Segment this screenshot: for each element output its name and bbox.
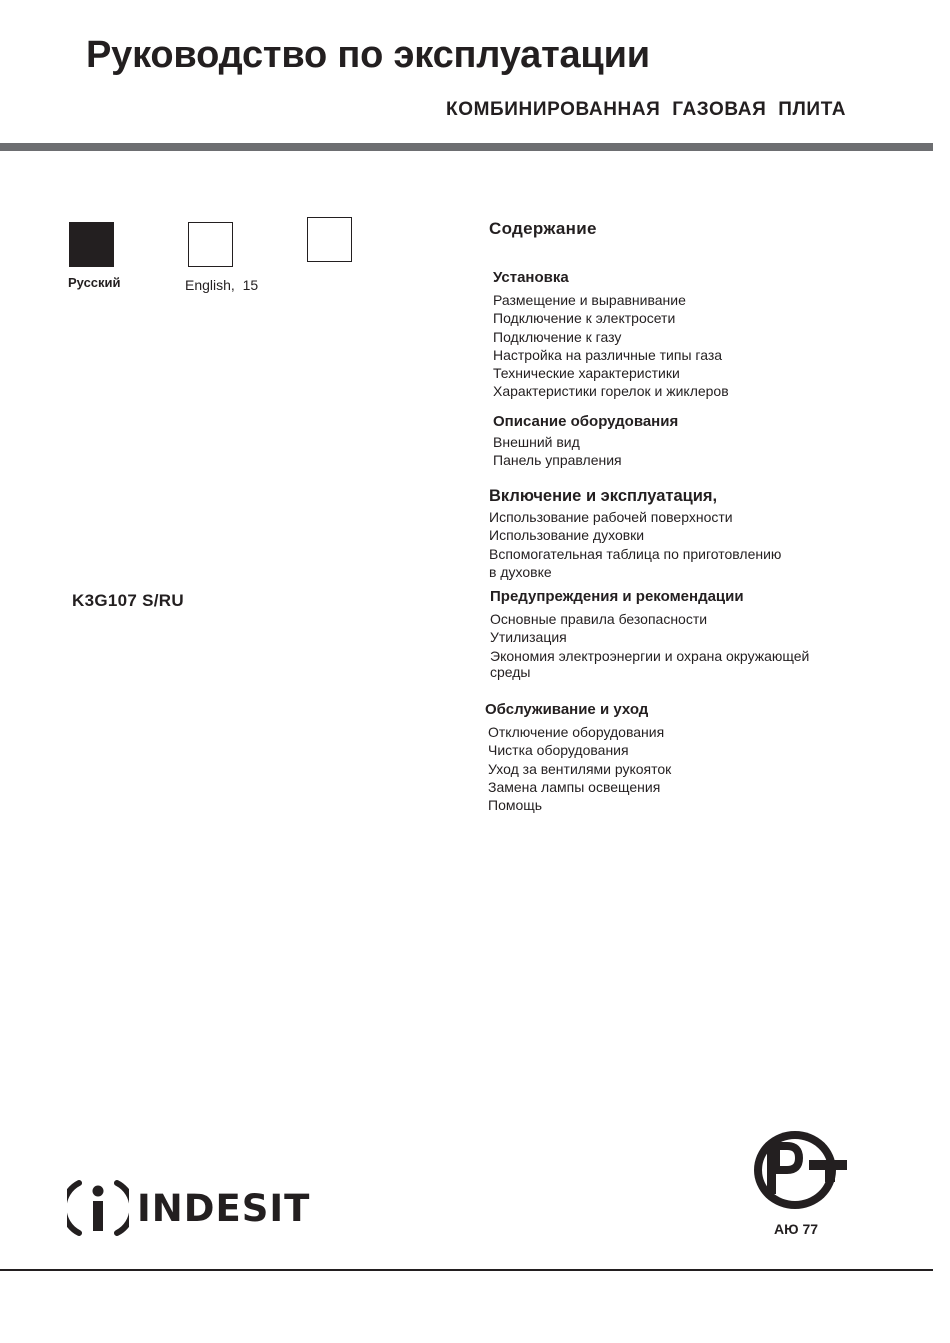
- brand-name: INDESIT: [137, 1186, 311, 1230]
- toc-item: Внешний вид: [493, 434, 580, 450]
- indesit-logo: [67, 1177, 310, 1239]
- toc-section-heading: Включение и эксплуатация,: [489, 487, 718, 505]
- toc-title: Содержание: [489, 219, 597, 238]
- toc-item: Отключение оборудования: [488, 724, 665, 740]
- language-label-russian: Русский: [68, 275, 121, 290]
- toc-item: Размещение и выравнивание: [493, 292, 686, 308]
- model-number: K3G107 S/RU: [72, 591, 184, 610]
- toc-item: Использование рабочей поверхности: [489, 509, 733, 525]
- toc-section-heading: Описание оборудования: [493, 413, 679, 430]
- toc-section-heading: Установка: [493, 269, 569, 286]
- toc-section-installation: [493, 268, 729, 401]
- toc-item: Замена лампы освещения: [488, 778, 661, 795]
- toc-section-warnings: [490, 587, 809, 679]
- toc-item: Экономия электроэнергии и охрана окружающей: [490, 647, 810, 664]
- toc-section-operation: [489, 487, 781, 581]
- toc-item: Характеристики горелок и жиклеров: [493, 383, 729, 400]
- toc-item: Чистка оборудования: [488, 742, 629, 759]
- language-box-empty[interactable]: [307, 217, 352, 262]
- toc-item: Настройка на различные типы газа: [493, 346, 723, 363]
- toc-section-maintenance: [485, 700, 671, 814]
- language-box-english[interactable]: [188, 222, 233, 267]
- toc-item: Вспомогательная таблица по приготовлению: [489, 545, 782, 562]
- toc-item: Панель управления: [493, 452, 622, 469]
- toc-item: Подключение к электросети: [493, 310, 676, 327]
- toc-item: Уход за вентилями рукояток: [488, 760, 672, 777]
- toc-item: Использование духовки: [489, 527, 645, 544]
- page-title: Руководство по эксплуатации: [86, 34, 650, 76]
- toc-section-description: [493, 412, 678, 470]
- toc-section-heading: Обслуживание и уход: [485, 701, 649, 718]
- toc-item: Подключение к газу: [493, 328, 622, 345]
- toc-section-heading: Предупреждения и рекомендации: [490, 588, 744, 605]
- language-label-english: English, 15: [185, 277, 259, 293]
- toc-item: Утилизация: [490, 629, 567, 646]
- page-subtitle: КОМБИНИРОВАННАЯ ГАЗОВАЯ ПЛИТА: [446, 99, 847, 120]
- footer-divider: [0, 1269, 933, 1271]
- toc-item: в духовке: [489, 563, 552, 580]
- pct-certification-icon: [753, 1130, 849, 1221]
- indesit-i-icon: [67, 1177, 129, 1239]
- certification-code: АЮ 77: [774, 1221, 819, 1237]
- language-box-russian[interactable]: [69, 222, 114, 267]
- toc-item: Помощь: [488, 797, 543, 814]
- toc-item: Технические характеристики: [493, 365, 680, 382]
- toc-item: среды: [490, 663, 531, 680]
- toc-item: Основные правила безопасности: [490, 611, 708, 627]
- header-divider: [0, 143, 933, 151]
